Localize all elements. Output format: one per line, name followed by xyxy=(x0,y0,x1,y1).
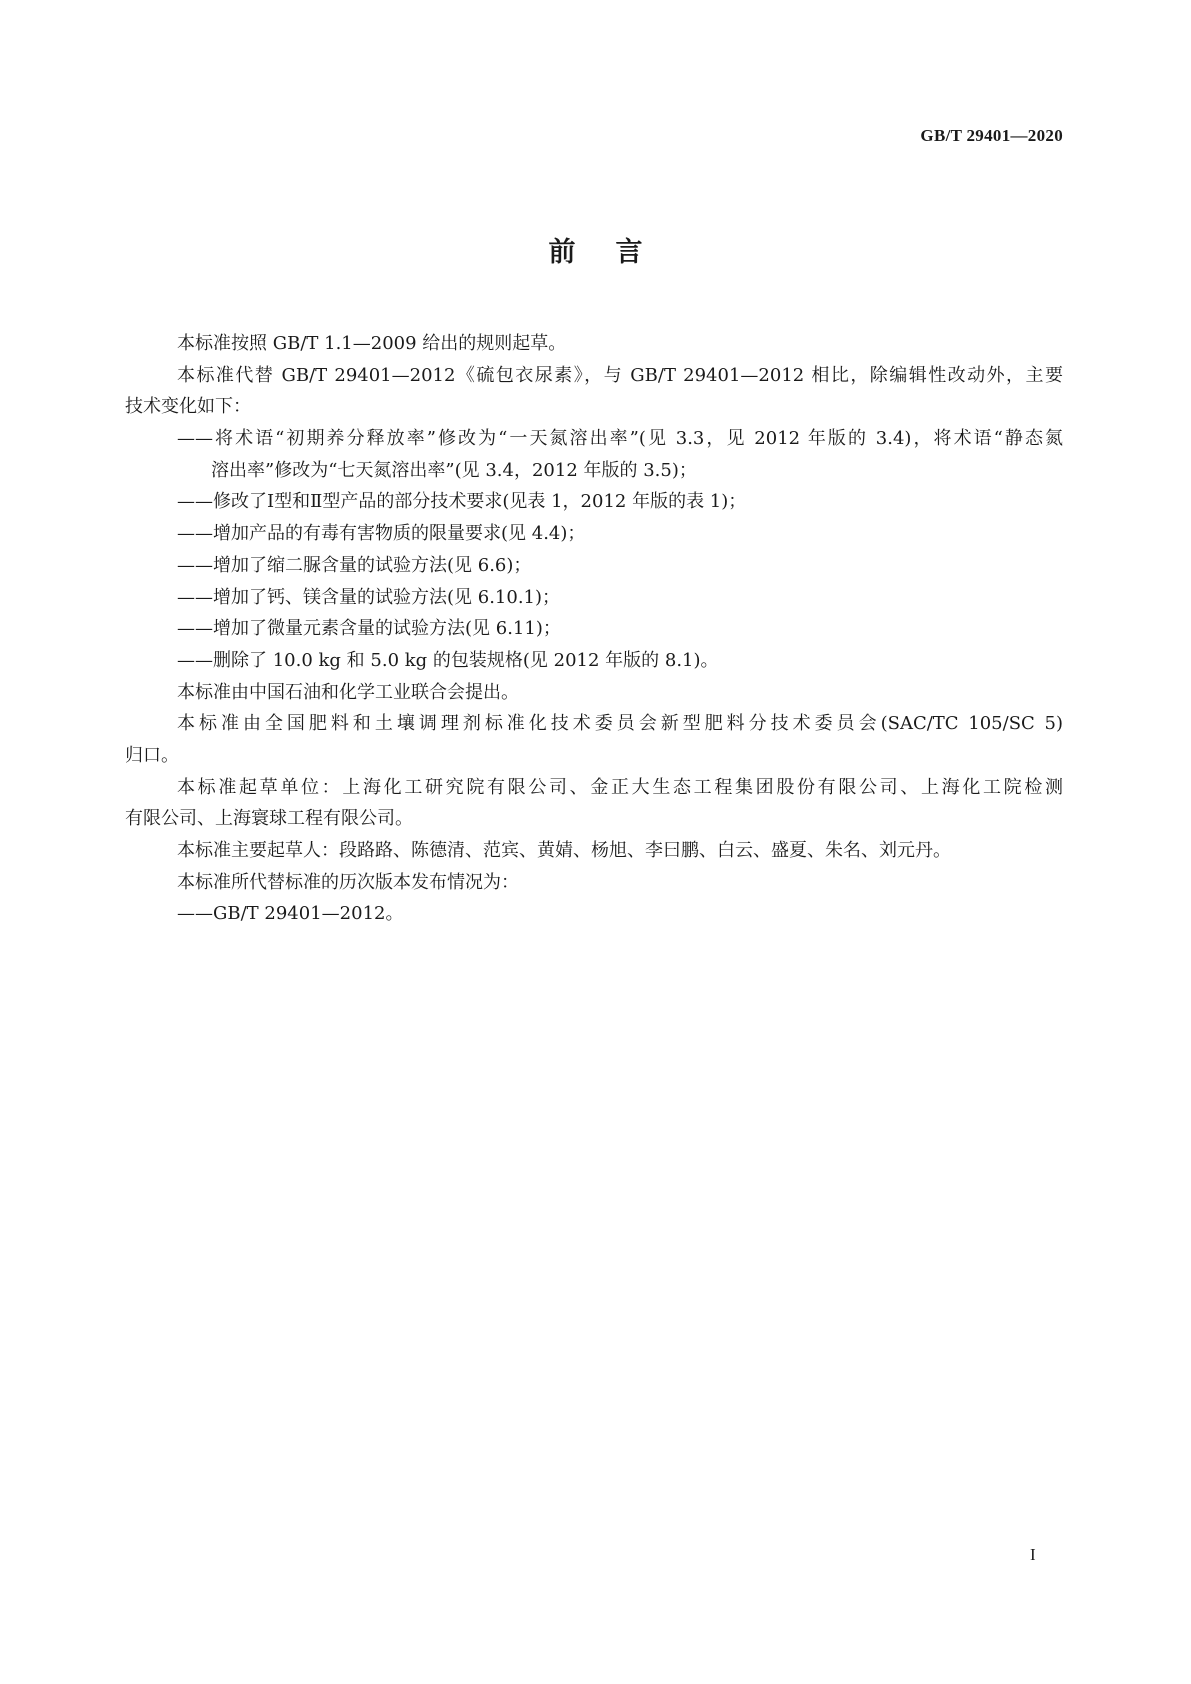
paragraph xyxy=(125,360,1063,423)
list-item xyxy=(125,423,1063,486)
paragraph xyxy=(125,708,1063,771)
list-item: ——增加了微量元素含量的试验方法(见 6.11)； xyxy=(177,618,561,640)
text-line: 技术变化如下： xyxy=(125,396,251,418)
list-item: ——增加了缩二脲含量的试验方法(见 6.6)； xyxy=(177,554,532,576)
text-line: 本标准代替 GB/T 29401—2012《硫包衣尿素》，与 GB/T 29401—2012 相比，除编辑性改动外，主要 xyxy=(177,364,1063,386)
list-item: ——增加了钙、镁含量的试验方法(见 6.10.1)； xyxy=(177,586,561,608)
paragraph: 本标准主要起草人：段路路、陈德清、范宾、黄婧、杨旭、李曰鹏、白云、盛夏、朱名、刘元丹。 xyxy=(177,840,951,861)
text-line: 本标准起草单位：上海化工研究院有限公司、金正大生态工程集团股份有限公司、上海化工院检测 xyxy=(177,776,1063,798)
list-item: ——GB/T 29401—2012。 xyxy=(177,903,404,925)
text-line: 有限公司、上海寰球工程有限公司。 xyxy=(125,808,413,830)
text-line: ——将术语“初期养分释放率”修改为“一天氮溶出率”(见 3.3，见 2012 年版的 3.4)，将术语“静态氮 xyxy=(177,428,1063,450)
document-body xyxy=(125,328,1063,930)
list-item: ——增加产品的有毒有害物质的限量要求(见 4.4)； xyxy=(177,523,586,545)
list-item: ——删除了 10.0 kg 和 5.0 kg 的包装规格(见 2012 年版的 8.1)。 xyxy=(177,649,719,671)
page-number: I xyxy=(1030,1545,1036,1564)
text-line: 本标准由全国肥料和土壤调理剂标准化技术委员会新型肥料分技术委员会(SAC/TC 105/SC 5) xyxy=(177,713,1063,735)
page-title: 前言 xyxy=(548,237,683,268)
paragraph xyxy=(125,328,1063,360)
text-line: 归口。 xyxy=(125,744,179,766)
list-item: ——修改了Ⅰ型和Ⅱ型产品的部分技术要求(见表 1，2012 年版的表 1)； xyxy=(177,491,747,513)
text-line: 溶出率”修改为“七天氮溶出率”(见 3.4，2012 年版的 3.5)； xyxy=(211,459,697,481)
paragraph xyxy=(125,772,1063,835)
text-line: 本标准按照 GB/T 1.1—2009 给出的规则起草。 xyxy=(177,333,567,354)
paragraph: 本标准所代替标准的历次版本发布情况为： xyxy=(177,871,519,893)
paragraph: 本标准由中国石油和化学工业联合会提出。 xyxy=(177,681,519,703)
document-number: GB/T 29401—2020 xyxy=(920,126,1063,145)
